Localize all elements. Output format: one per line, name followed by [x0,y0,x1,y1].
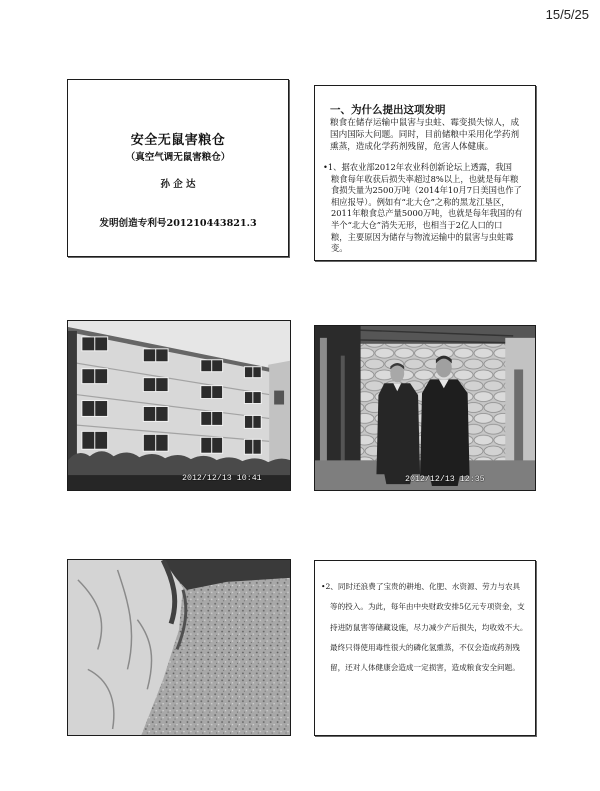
bullet-line: 留，还对人体健康会造成一定损害，造成粮食安全问题。 [330,663,520,673]
photo-timestamp: 2012/12/13 12:35 [405,475,485,484]
bullet-line: 最终只得使用毒性很大的磷化氢熏蒸，不仅会造成药剂残 [330,642,520,652]
bullet-line: 食损失量为2500万吨（2014年10月7日美国也作了 [331,185,522,196]
slide-granary-photo [314,325,536,491]
wall-pipe [341,356,345,475]
sacks-closeup-photo [68,560,290,735]
bullet-line: 相应报导）。例如有“北大仓”之称的黑龙江垦区， [331,196,510,207]
paragraph-line: 国内国际大问题。同时，目前储粮中采用化学药剂 [330,130,520,140]
slide-building-photo [67,320,291,491]
paragraph-line: 粮食在储存运输中鼠害与虫蛀、霉变损失惊人，成 [330,118,520,128]
left-column-shadow [68,331,77,460]
bullet-line: 等的投入。为此，每年由中央财政安排5亿元专项资金，支 [330,602,525,612]
building-photo [68,321,290,490]
side-window [274,391,284,405]
bullet-point-2 [315,577,527,678]
granary-photo [315,326,535,490]
slide-point-2 [314,560,536,736]
right-column [514,369,523,462]
photo-timestamp: 2012/12/13 10:41 [182,474,262,483]
slide-sacks-photo [67,559,291,736]
bullet-line: 2011年粮食总产量5000万吨，也就是每年我国的有 [331,208,523,219]
presentation-subtitle: （真空气调无鼠害粮仓） [125,152,231,163]
side-building [268,361,290,470]
bullet-line: •1、据农业部2012年农业科创新论坛上透露，我国 [323,162,512,172]
bullet-line: 变。 [331,243,348,254]
author-name: 孙 企 达 [160,179,196,190]
bullet-point-1 [315,162,523,255]
slide-why-invention [314,85,536,261]
bullet-line: 半个“北大仓”消失无形，也相当于2亿人口的口 [331,219,503,230]
bullet-line: 持进防鼠害等储藏设施，尽力减少产后损失，均收效不大。 [330,622,528,632]
presentation-title: 安全无鼠害粮仓 [130,133,226,148]
bullet-line: •2、同时还浪费了宝贵的耕地、化肥、水资源、劳力与农具 [321,582,521,591]
intro-paragraph [330,117,519,153]
slide-title-card [67,79,289,257]
patent-number: 发明创造专利号201210443821.3 [99,218,257,229]
bullet-line: 粮，主要原因为储存与物流运输中的鼠害与虫蛀霉 [331,231,514,242]
paragraph-line: 熏蒸，造成化学药剂残留，危害人体健康。 [330,142,494,152]
print-date: 15/5/25 [545,7,589,22]
section-heading: 一、为什么提出这项发明 [330,104,446,116]
bullet-line: 粮食每年收获后损失率超过8%以上，也就是每年粮 [331,173,519,184]
